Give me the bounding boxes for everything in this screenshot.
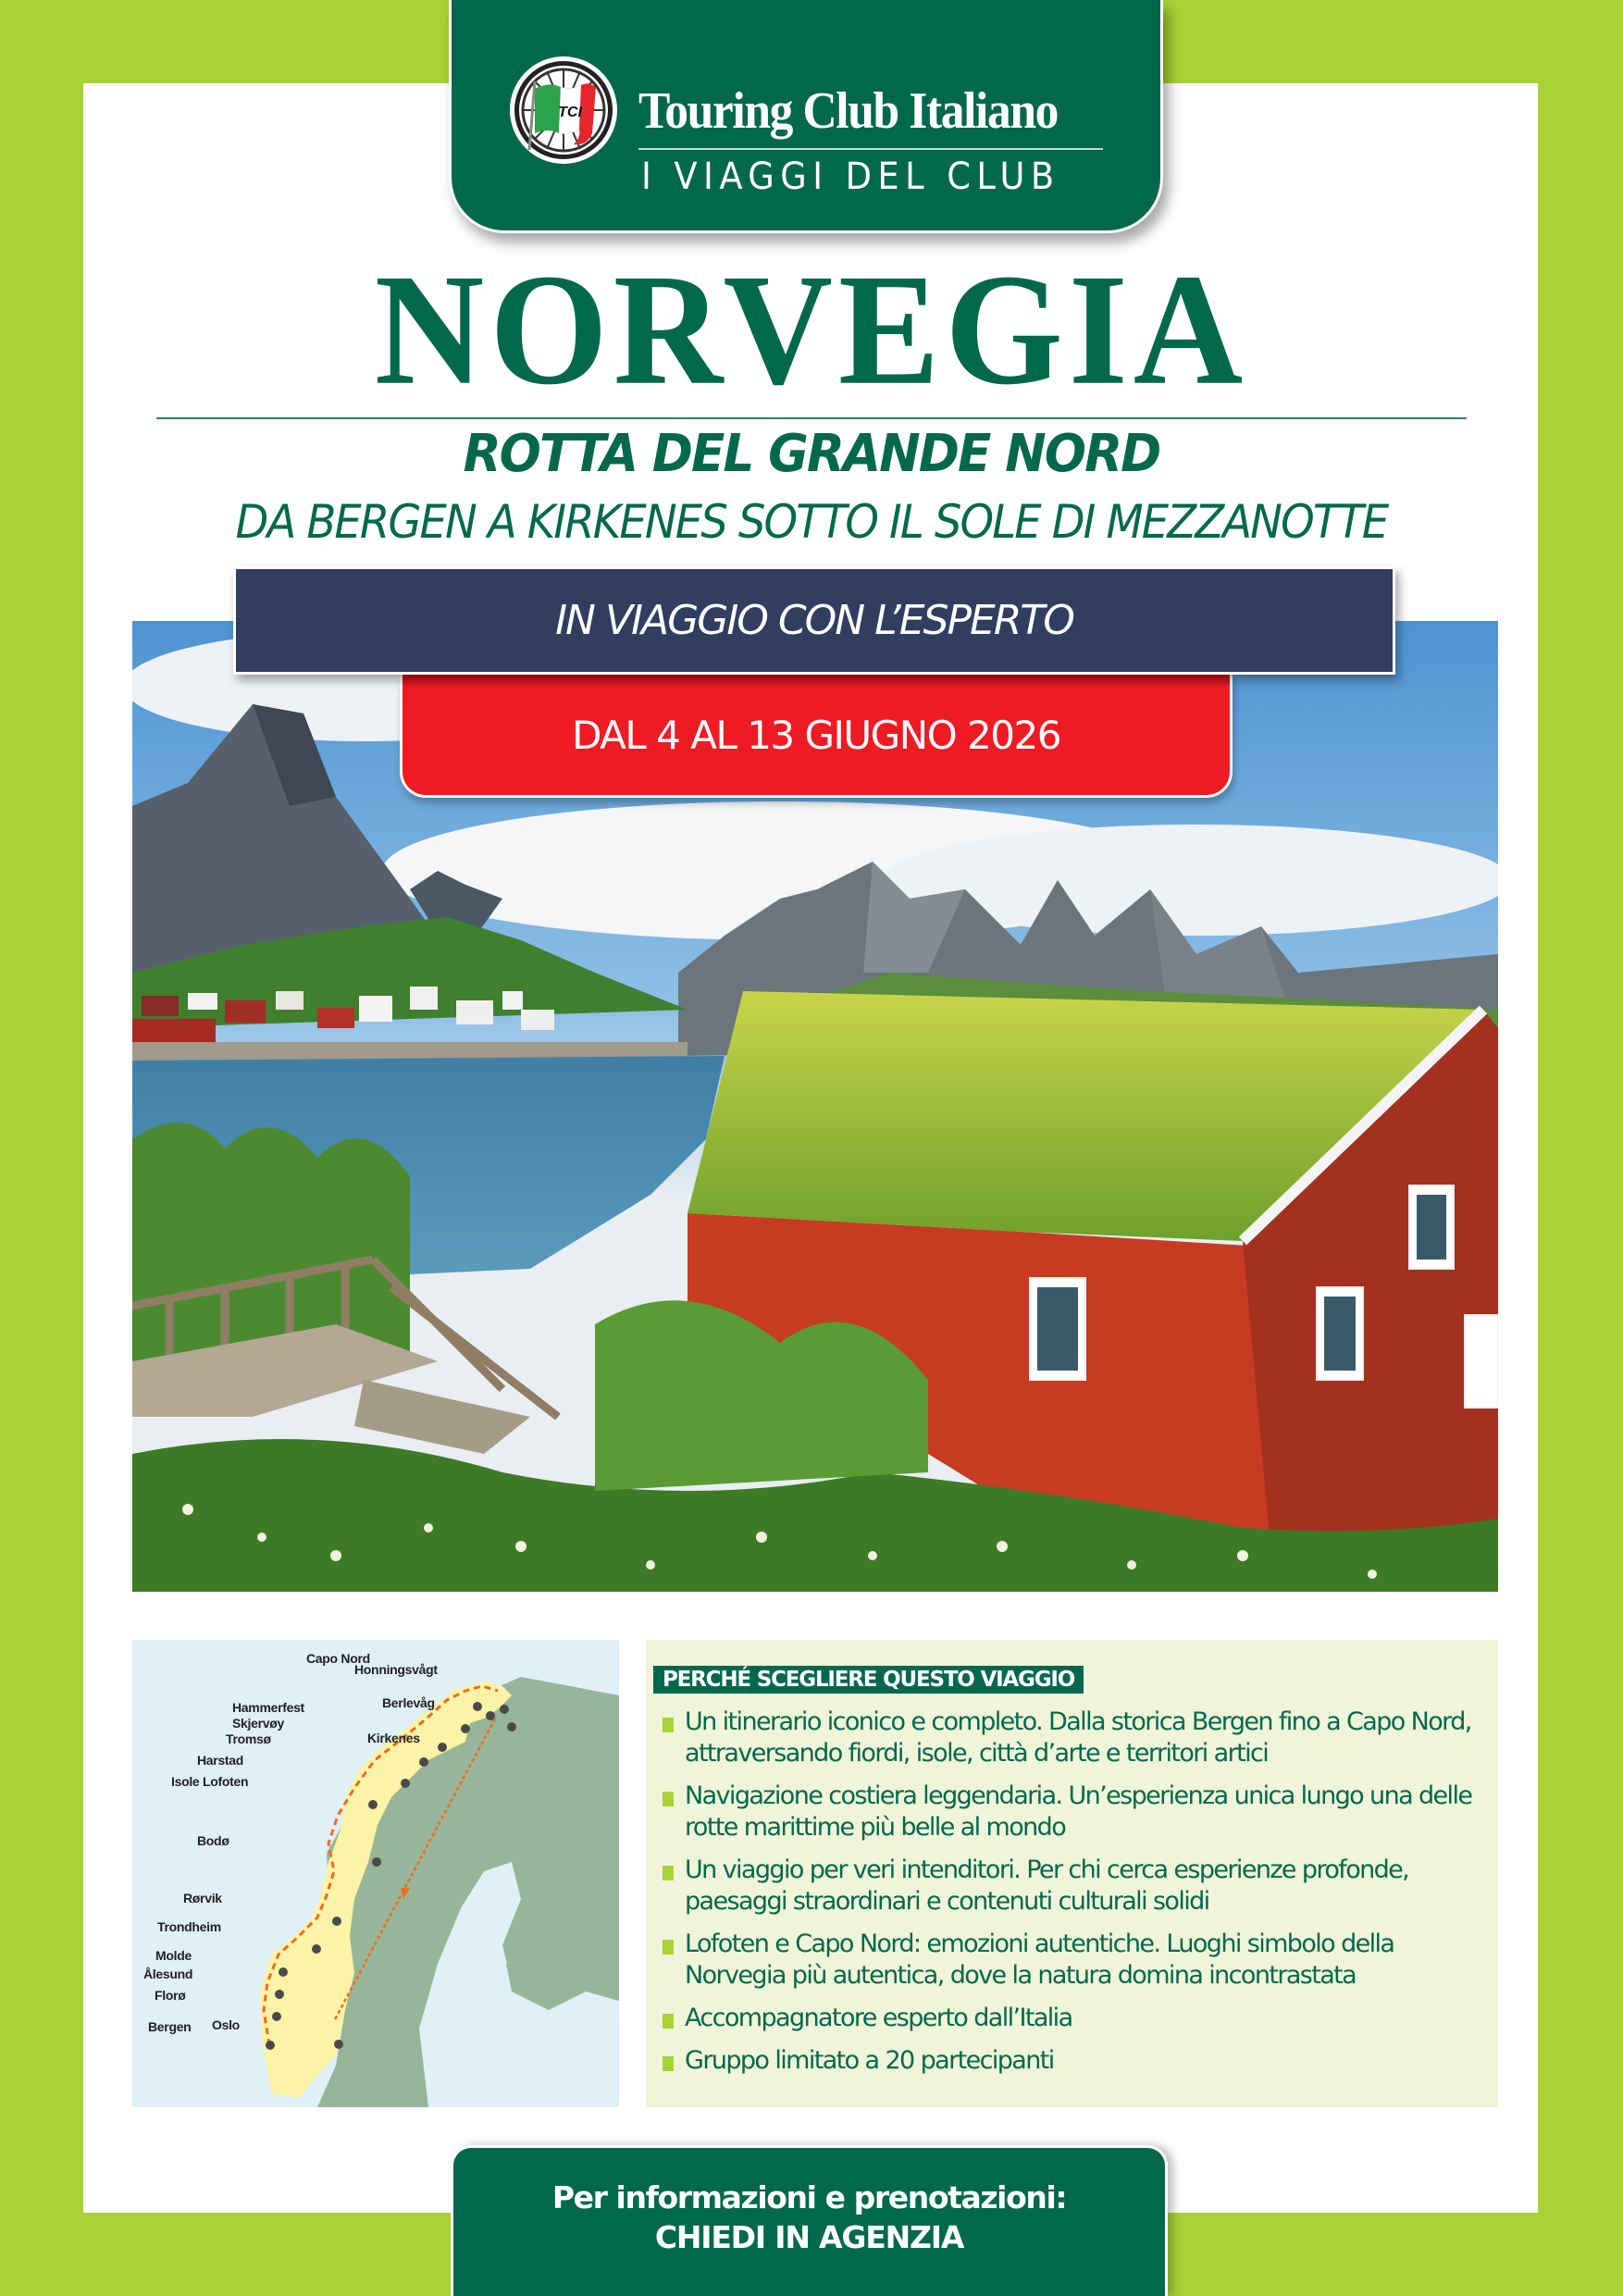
map-label-molde: Molde [155, 1948, 192, 1963]
expert-banner: IN VIAGGIO CON L’ESPERTO [233, 566, 1395, 675]
why-choose-heading: PERCHÉ SCEGLIERE QUESTO VIAGGIO [653, 1666, 1084, 1694]
list-item: Accompagnatore esperto dall’Italia [663, 2003, 1486, 2034]
map-label-kirkenes: Kirkenes [367, 1731, 420, 1745]
square-bullet-icon [663, 1792, 674, 1806]
contact-line: Per informazioni e prenotazioni: [551, 2179, 1067, 2215]
square-bullet-icon [663, 2056, 674, 2071]
map-label-rorvik: Rørvik [183, 1891, 222, 1905]
list-item: Navigazione costiera leggendaria. Un’esperienza unica lungo una delle rotte marittime più belle al mondo [663, 1781, 1486, 1843]
brand-tagline: I VIAGGI DEL CLUB [641, 155, 1060, 198]
map-label-bodo: Bodø [197, 1833, 229, 1848]
agency-call-to-action: CHIEDI IN AGENZIA [654, 2219, 964, 2255]
list-item: Un itinerario iconico e completo. Dalla storica Bergen fino a Capo Nord, attraversando fiordi, isole, città d’arte e territori artici [663, 1706, 1486, 1769]
list-item: Un viaggio per veri intenditori. Per chi cerca esperienze profonde, paesaggi straordinari e contenuti culturali solidi [663, 1855, 1486, 1917]
map-label-isole-lofoten: Isole Lofoten [171, 1774, 249, 1789]
map-label-alesund: Ålesund [143, 1967, 193, 1981]
map-label-honningsvagt: Honningsvågt [354, 1662, 438, 1677]
tagline: DA BERGEN A KIRKENES SOTTO IL SOLE DI MEZZANOTTE [235, 495, 1388, 549]
route-map [132, 1640, 619, 2107]
square-bullet-icon [663, 1718, 674, 1732]
norway-map-illustration [132, 1640, 619, 2107]
map-label-floro: Florø [155, 1988, 186, 2003]
svg-text:TCI: TCI [558, 105, 582, 120]
list-item: Lofoten e Capo Nord: emozioni autentiche. Luoghi simbolo della Norvegia più autentica, dove la natura domina incontrastata [663, 1929, 1486, 1992]
map-label-skjervoy: Skjervøy [232, 1716, 284, 1731]
page-title: NORVEGIA [374, 242, 1249, 418]
brand-divider [638, 148, 1103, 150]
square-bullet-icon [663, 2014, 674, 2029]
list-item: Gruppo limitato a 20 partecipanti [663, 2045, 1486, 2077]
brand-name: Touring Club Italiano [638, 82, 1059, 140]
map-label-bergen: Bergen [148, 2019, 192, 2034]
contact-footer [451, 2145, 1168, 2296]
highlights-list [663, 1706, 1486, 2088]
tci-flag-logo-icon [507, 54, 620, 167]
why-choose-panel [646, 1640, 1498, 2107]
title-divider [156, 417, 1467, 419]
map-label-tromso: Tromsø [226, 1731, 271, 1746]
map-label-hammerfest: Hammerfest [232, 1700, 304, 1715]
map-label-berlevag: Berlevåg [382, 1695, 435, 1710]
map-label-oslo: Oslo [212, 2017, 240, 2032]
square-bullet-icon [663, 1940, 674, 1955]
map-label-harstad: Harstad [197, 1753, 244, 1768]
square-bullet-icon [663, 1866, 674, 1880]
map-label-trondheim: Trondheim [157, 1919, 221, 1934]
date-banner: DAL 4 AL 13 GIUGNO 2026 [400, 675, 1233, 798]
map-label-capo-nord: Capo Nord [306, 1651, 370, 1666]
subtitle: ROTTA DEL GRANDE NORD [463, 424, 1160, 484]
